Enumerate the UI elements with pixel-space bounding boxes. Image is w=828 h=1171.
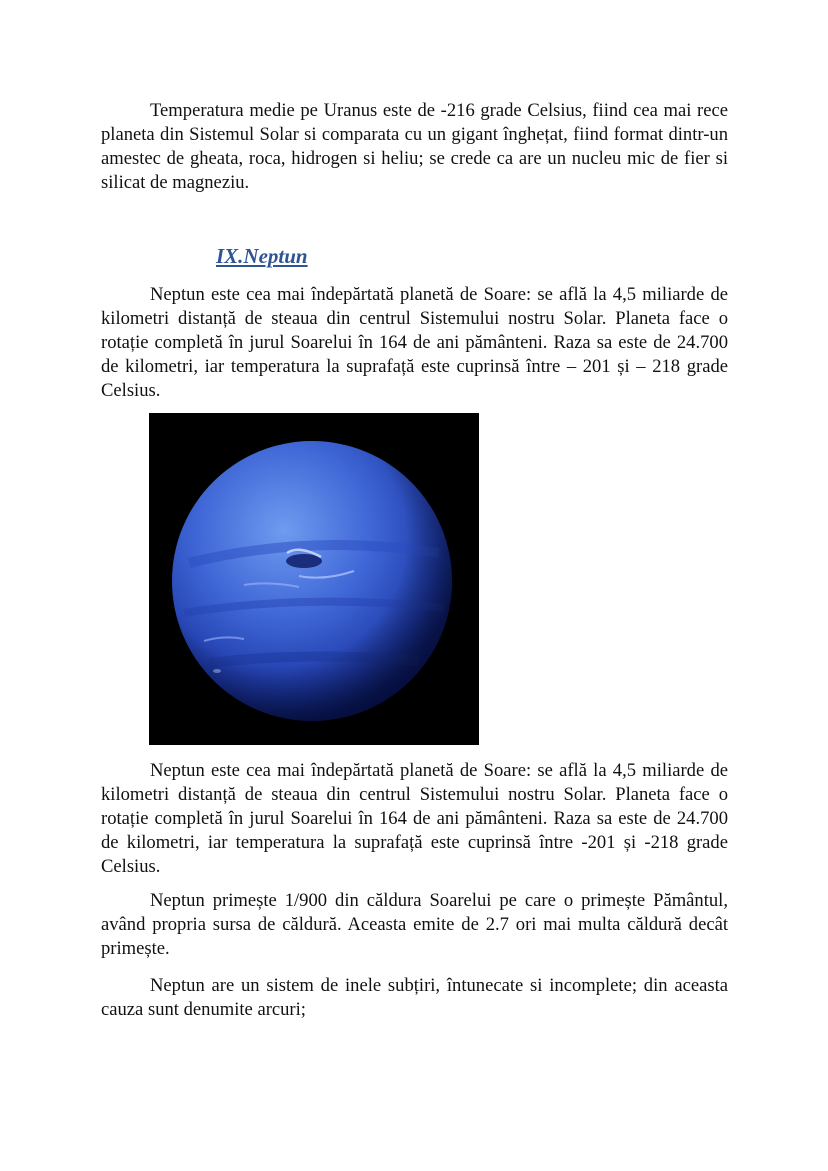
- paragraph-uranus-temperature: Temperatura medie pe Uranus este de -216 grade Celsius, fiind cea mai rece planeta din Sistemul Solar si comparata cu un gigant înghețat, fiind format dintr-un amestec de gheata, roca, hidrogen si heliu; se crede ca are un nucleu mic de fier si silicat de magneziu.: [101, 100, 728, 193]
- paragraph-neptun-intro: Neptun este cea mai îndepărtată planetă de Soare: se află la 4,5 miliarde de kilometri distanță de steaua din centrul Sistemului nostru Solar. Planeta face o rotație completă în jurul Soarelui în 164 de ani pământeni. Raza sa este de 24.700 de kilometri, iar temperatura la suprafață este cuprinsă între – 201 și – 218 grade Celsius.: [101, 284, 728, 401]
- section-heading-neptun: IX.Neptun: [216, 244, 308, 268]
- neptune-image: [149, 413, 479, 745]
- paragraph-neptun-heat: Neptun primește 1/900 din căldura Soarelui pe care o primește Pământul, având propria sursa de căldură. Aceasta emite de 2.7 ori mai multa căldură decât primește.: [101, 890, 728, 959]
- paragraph-neptun-rings: Neptun are un sistem de inele subțiri, întunecate si incomplete; din aceasta cauza sunt denumite arcuri;: [101, 975, 728, 1020]
- neptune-planet-illustration: [149, 413, 479, 745]
- paragraph-neptun-description: Neptun este cea mai îndepărtată planetă de Soare: se află la 4,5 miliarde de kilometri distanță de steaua din centrul Sistemului nostru Solar. Planeta face o rotație completă în jurul Soarelui în 164 de ani pământeni. Raza sa este de 24.700 de kilometri, iar temperatura la suprafață este cuprinsă între -201 și -218 grade Celsius.: [101, 760, 728, 877]
